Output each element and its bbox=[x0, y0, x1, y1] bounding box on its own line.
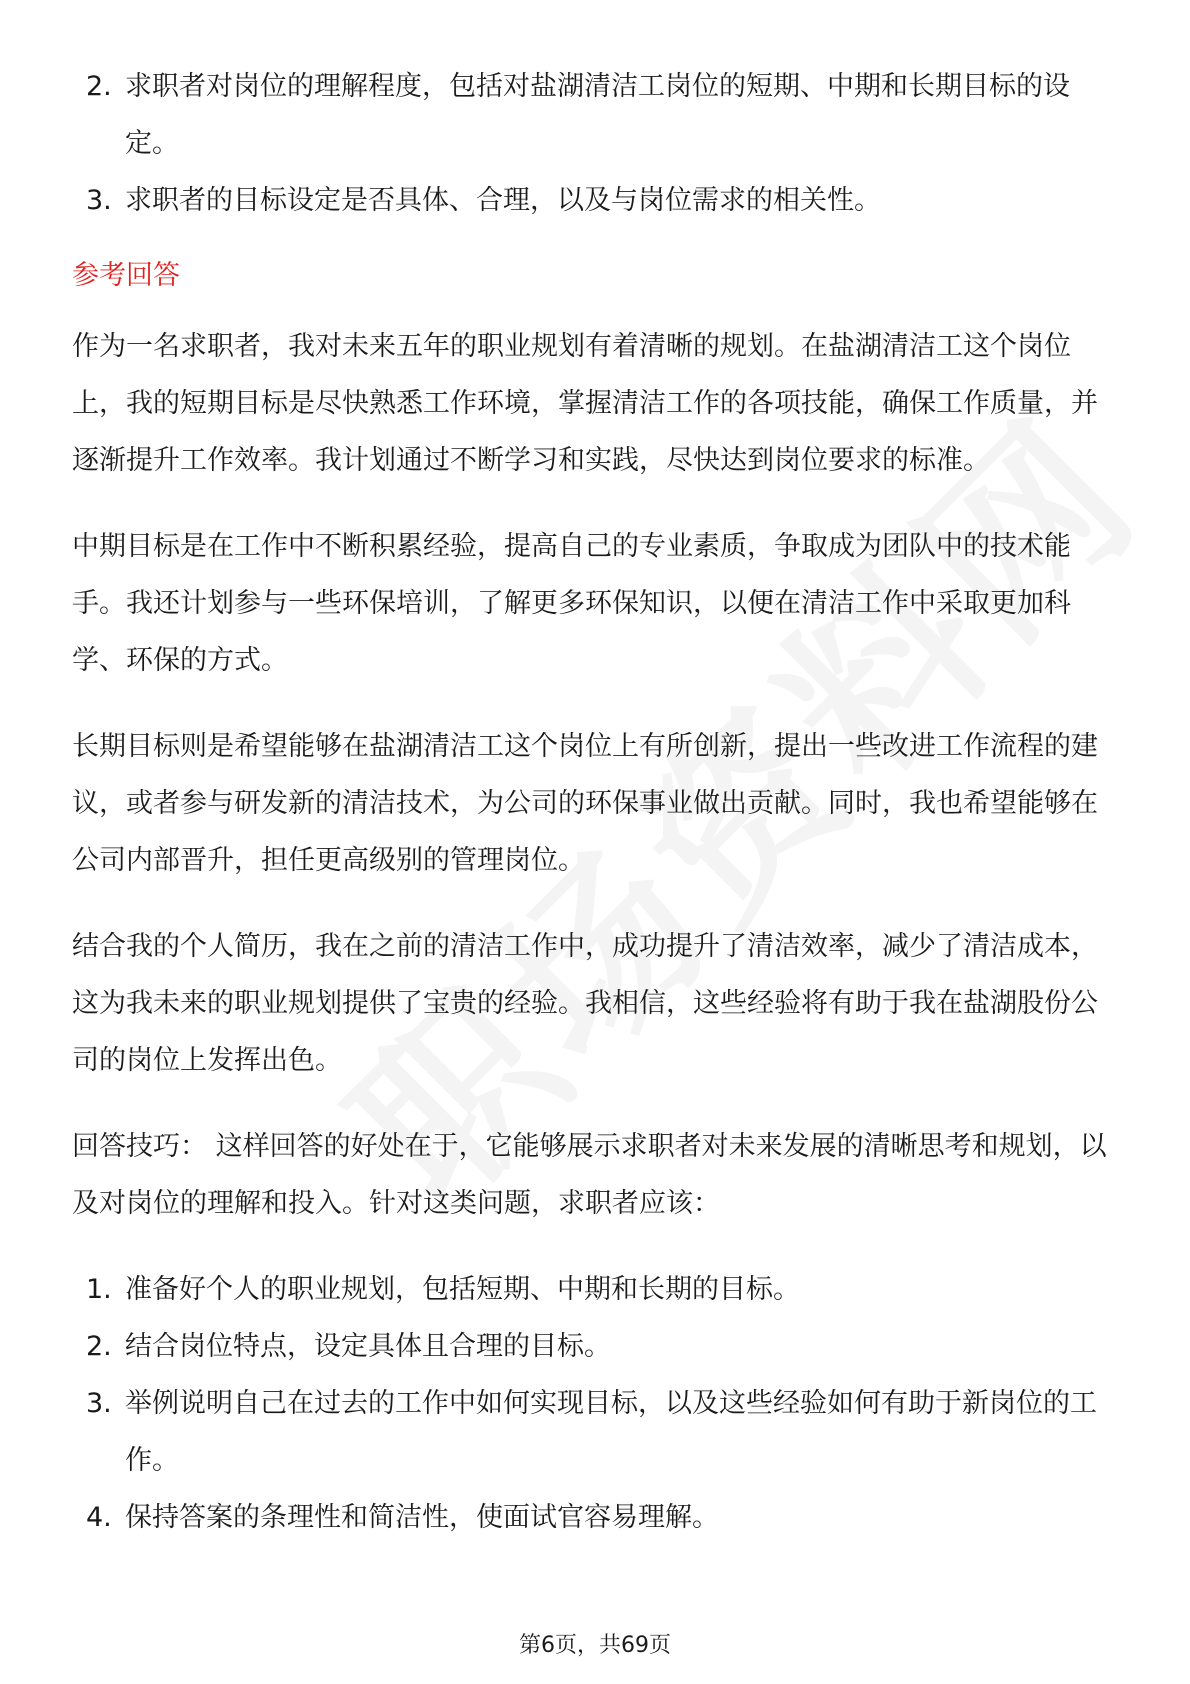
list-item bbox=[72, 1489, 1118, 1546]
list-item-number: 2. bbox=[86, 71, 112, 102]
list-item bbox=[72, 1318, 1118, 1375]
list-item-text: 准备好个人的职业规划，包括短期、中期和长期的目标。 bbox=[125, 1274, 800, 1305]
list-item bbox=[72, 172, 1118, 229]
list-item-number: 3. bbox=[86, 185, 112, 216]
list-item-number: 3. bbox=[86, 1388, 112, 1419]
criteria-list bbox=[72, 58, 1118, 229]
list-item bbox=[72, 1261, 1118, 1318]
list-item-number: 4. bbox=[86, 1502, 112, 1533]
list-item-text: 求职者的目标设定是否具体、合理，以及与岗位需求的相关性。 bbox=[125, 185, 881, 216]
paragraph: 长期目标则是希望能够在盐湖清洁工这个岗位上有所创新，提出一些改进工作流程的建议，或者参与研发新的清洁技术，为公司的环保事业做出贡献。同时，我也希望能够在公司内部晋升，担任更高级别的管理岗位。 bbox=[72, 731, 1098, 876]
list-item-text: 保持答案的条理性和简洁性，使面试官容易理解。 bbox=[125, 1502, 719, 1533]
paragraph: 结合我的个人简历，我在之前的清洁工作中，成功提升了清洁效率，减少了清洁成本，这为我未来的职业规划提供了宝贵的经验。我相信，这些经验将有助于我在盐湖股份公司的岗位上发挥出色。 bbox=[72, 931, 1098, 1076]
list-item-number: 1. bbox=[86, 1274, 112, 1305]
list-item-number: 2. bbox=[86, 1331, 112, 1362]
list-item bbox=[72, 1375, 1118, 1489]
tips-list bbox=[72, 1261, 1118, 1546]
list-item-text: 求职者对岗位的理解程度，包括对盐湖清洁工岗位的短期、中期和长期目标的设定。 bbox=[125, 71, 1070, 159]
list-item bbox=[72, 58, 1118, 172]
section-heading: 参考回答 bbox=[72, 260, 180, 291]
list-item-text: 结合岗位特点，设定具体且合理的目标。 bbox=[125, 1331, 611, 1362]
list-item-text: 举例说明自己在过去的工作中如何实现目标，以及这些经验如何有助于新岗位的工作。 bbox=[125, 1388, 1097, 1476]
page-content bbox=[72, 58, 1118, 1546]
paragraph: 回答技巧： 这样回答的好处在于，它能够展示求职者对未来发展的清晰思考和规划，以及对岗位的理解和投入。针对这类问题，求职者应该： bbox=[72, 1131, 1107, 1219]
paragraph: 中期目标是在工作中不断积累经验，提高自己的专业素质，争取成为团队中的技术能手。我还计划参与一些环保培训，了解更多环保知识，以便在清洁工作中采取更加科学、环保的方式。 bbox=[72, 531, 1071, 676]
page-number: 第6页，共69页 bbox=[519, 1633, 671, 1658]
paragraph: 作为一名求职者，我对未来五年的职业规划有着清晰的规划。在盐湖清洁工这个岗位上，我的短期目标是尽快熟悉工作环境，掌握清洁工作的各项技能，确保工作质量，并逐渐提升工作效率。我计划通过不断学习和实践，尽快达到岗位要求的标准。 bbox=[72, 331, 1098, 476]
